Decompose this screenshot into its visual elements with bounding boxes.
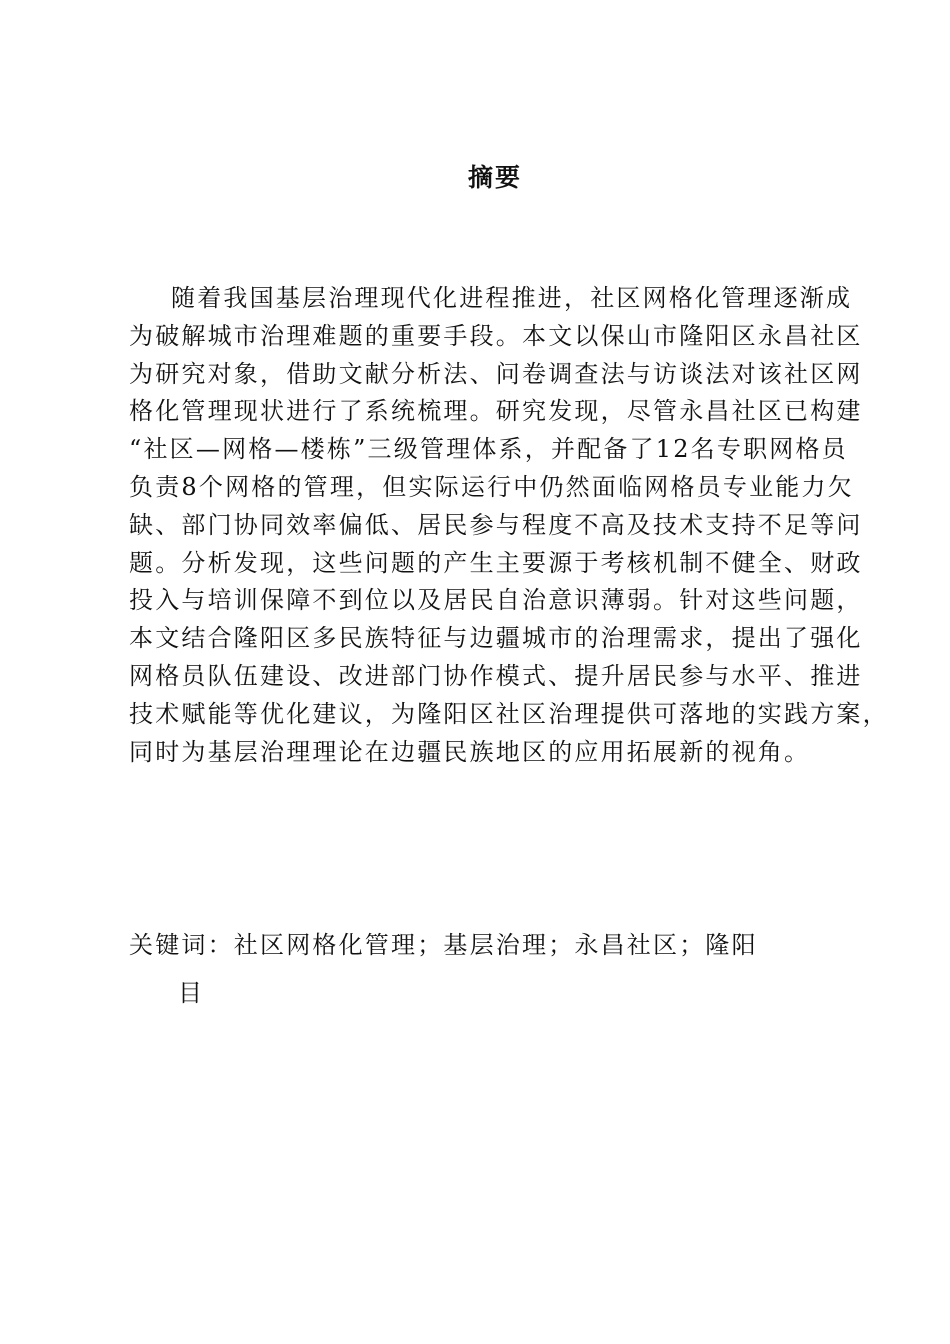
abstract-line-12: 技术赋能等优化建议，为隆阳区社区治理提供可落地的实践方案，	[129, 699, 889, 728]
abstract-title: 摘要	[467, 163, 522, 192]
abstract-line-7: 缺、部门协同效率偏低、居民参与程度不高及技术支持不足等问	[129, 510, 863, 539]
abstract-line-10: 本文结合隆阳区多民族特征与边疆城市的治理需求，提出了强化	[129, 624, 863, 653]
abstract-line-13: 同时为基层治理理论在边疆民族地区的应用拓展新的视角。	[129, 737, 811, 766]
abstract-line-11: 网格员队伍建设、改进部门协作模式、提升居民参与水平、推进	[129, 661, 863, 690]
abstract-line-5: “社区—网格—楼栋”三级管理体系，并配备了12名专职网格员	[129, 435, 848, 464]
abstract-line-8: 题。分析发现，这些问题的产生主要源于考核机制不健全、财政	[129, 548, 863, 577]
abstract-line-9: 投入与培训保障不到位以及居民自治意识薄弱。针对这些问题，	[129, 586, 863, 615]
abstract-line-4: 格化管理现状进行了系统梳理。研究发现，尽管永昌社区已构建	[129, 397, 863, 426]
abstract-line-1: 随着我国基层治理现代化进程推进，社区网格化管理逐渐成	[171, 284, 853, 312]
abstract-line-6: 负责8个网格的管理，但实际运行中仍然面临网格员专业能力欠	[129, 472, 854, 501]
abstract-line-2: 为破解城市治理难题的重要手段。本文以保山市隆阳区永昌社区	[129, 321, 863, 350]
table-of-contents-heading-fragment: 目	[178, 979, 202, 1007]
keywords-line: 关键词：社区网格化管理；基层治理；永昌社区；隆阳	[129, 931, 758, 959]
abstract-body	[129, 280, 889, 771]
abstract-line-3: 为研究对象，借助文献分析法、问卷调查法与访谈法对该社区网	[129, 359, 863, 388]
